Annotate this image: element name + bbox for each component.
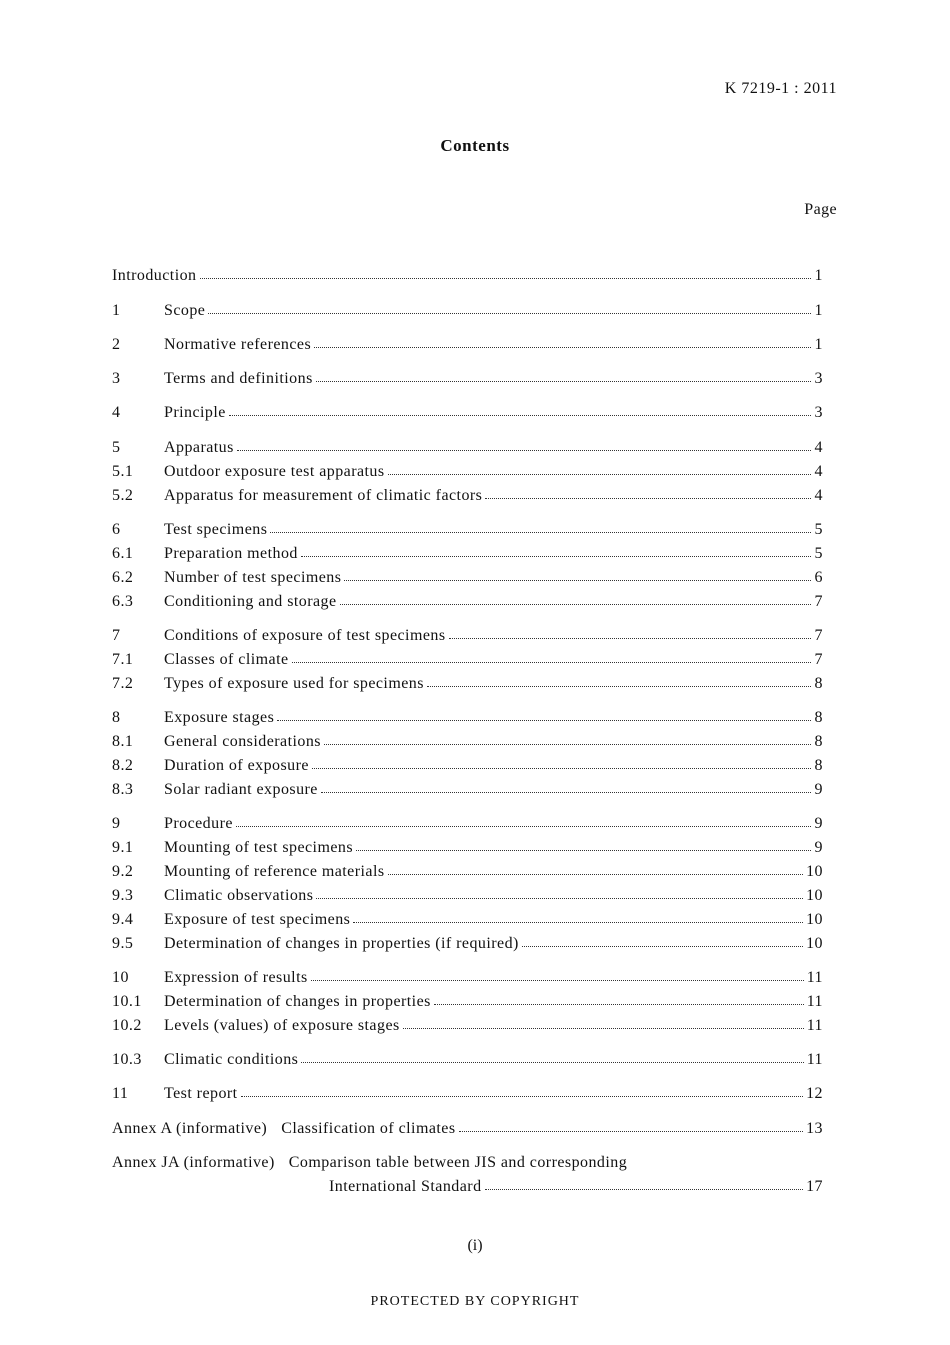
toc-entry[interactable] [112, 459, 823, 481]
leader-dots [356, 845, 811, 851]
toc-entry-label: Classes of climate [164, 651, 289, 668]
toc-entry-label: Normative references [164, 336, 312, 353]
toc-entry-number: 3 [112, 370, 121, 387]
toc-entry-page: 10 [806, 935, 823, 952]
leader-dots [388, 869, 804, 875]
toc-entry-number: 8.2 [112, 757, 134, 774]
annex-designation: Annex JA (informative) [112, 1154, 275, 1171]
toc-entry-number: 5.2 [112, 487, 134, 504]
leader-dots [427, 681, 811, 687]
toc-entry-page: 11 [806, 1017, 823, 1034]
leader-dots [270, 527, 811, 533]
toc-entry[interactable] [112, 989, 823, 1011]
toc-entry-page: 8 [814, 675, 823, 692]
leader-dots [522, 941, 803, 947]
toc-entry-page: 10 [806, 887, 823, 904]
toc-entry-label: Mounting of reference materials [164, 863, 385, 880]
leader-dots [314, 342, 811, 348]
toc-entry-annex-ja-continued[interactable] [329, 1174, 823, 1196]
toc-entry-page: 1 [814, 302, 823, 319]
leader-dots [301, 1057, 803, 1063]
toc-entry[interactable] [112, 705, 823, 727]
toc-entry-label: Classification of climates [281, 1120, 456, 1137]
toc-entry-annex-ja[interactable] [112, 1150, 823, 1172]
toc-entry-number: 8.3 [112, 781, 134, 798]
toc-entry-number: 8.1 [112, 733, 134, 750]
toc-entry-page: 9 [814, 781, 823, 798]
leader-dots [485, 493, 811, 499]
toc-entry[interactable] [112, 517, 823, 539]
toc-entry-number: 7 [112, 627, 121, 644]
toc-entry-label: Principle [164, 404, 226, 421]
toc-entry-page: 10 [806, 863, 823, 880]
leader-dots [388, 469, 811, 475]
page-number: (i) [467, 1237, 483, 1254]
leader-dots [208, 308, 811, 314]
toc-entry[interactable] [112, 400, 823, 422]
toc-entry[interactable] [112, 647, 823, 669]
toc-entry-number: 10.3 [112, 1051, 142, 1068]
toc-entry-label: Apparatus for measurement of climatic factors [164, 487, 483, 504]
copyright-notice: PROTECTED BY COPYRIGHT [370, 1294, 580, 1309]
leader-dots [434, 999, 804, 1005]
toc-entry-page: 11 [806, 1051, 823, 1068]
toc-entry-number: 7.1 [112, 651, 134, 668]
leader-dots [353, 917, 803, 923]
toc-entry[interactable] [112, 623, 823, 645]
toc-entry[interactable] [112, 777, 823, 799]
leader-dots [236, 821, 811, 827]
toc-entry-page: 3 [814, 404, 823, 421]
leader-dots [301, 551, 811, 557]
toc-entry-page: 1 [814, 336, 823, 353]
toc-entry[interactable] [112, 729, 823, 751]
toc-entry-label: Duration of exposure [164, 757, 309, 774]
toc-entry-number: 4 [112, 404, 121, 421]
toc-entry-number: 1 [112, 302, 121, 319]
toc-entry[interactable] [112, 1081, 823, 1103]
toc-entry-page: 4 [814, 439, 823, 456]
leader-dots [485, 1184, 804, 1190]
page-column-heading: Page [804, 201, 837, 218]
toc-entry-label: Exposure of test specimens [164, 911, 351, 928]
toc-entry-page: 10 [806, 911, 823, 928]
toc-entry-number: 8 [112, 709, 121, 726]
toc-entry[interactable] [112, 1047, 823, 1069]
toc-entry-number: 9.5 [112, 935, 134, 952]
toc-entry-page: 12 [806, 1085, 823, 1102]
toc-entry-number: 10.1 [112, 993, 142, 1010]
toc-entry[interactable] [112, 541, 823, 563]
toc-entry-page: 8 [814, 733, 823, 750]
toc-entry-label: Expression of results [164, 969, 308, 986]
toc-entry-number: 6.1 [112, 545, 134, 562]
toc-entry-number: 6.2 [112, 569, 134, 586]
toc-entry-label: Climatic conditions [164, 1051, 299, 1068]
toc-entry-page: 9 [814, 815, 823, 832]
toc-entry-page: 7 [814, 651, 823, 668]
toc-entry[interactable] [112, 1013, 823, 1035]
toc-entry-number: 11 [112, 1085, 129, 1102]
leader-dots [229, 410, 811, 416]
toc-entry-number: 10.2 [112, 1017, 142, 1034]
toc-entry-number: 9.2 [112, 863, 134, 880]
leader-dots [403, 1023, 804, 1029]
toc-entry[interactable] [112, 671, 823, 693]
leader-dots [449, 633, 811, 639]
toc-entry-page: 3 [814, 370, 823, 387]
toc-entry[interactable] [112, 332, 823, 354]
toc-entry-label: Conditions of exposure of test specimens [164, 627, 446, 644]
toc-entry-label: Determination of changes in properties (if required) [164, 935, 519, 952]
toc-entry[interactable] [112, 835, 823, 857]
toc-entry[interactable] [112, 298, 823, 320]
toc-entry-page: 5 [814, 521, 823, 538]
toc-entry-label: Solar radiant exposure [164, 781, 318, 798]
toc-entry[interactable] [112, 965, 823, 987]
leader-dots [312, 763, 811, 769]
toc-entry[interactable] [112, 565, 823, 587]
leader-dots [311, 975, 804, 981]
toc-entry-number: 7.2 [112, 675, 134, 692]
toc-entry-label: General considerations [164, 733, 321, 750]
toc-entry-label: Test specimens [164, 521, 268, 538]
toc-entry[interactable] [112, 366, 823, 388]
toc-entry-page: 8 [814, 709, 823, 726]
toc-entry-label: Determination of changes in properties [164, 993, 431, 1010]
document-number: K 7219-1 : 2011 [724, 80, 837, 97]
toc-entry-label: Apparatus [164, 439, 234, 456]
leader-dots [324, 739, 811, 745]
toc-entry-number: 5.1 [112, 463, 134, 480]
toc-entry-page: 4 [814, 463, 823, 480]
leader-dots [321, 787, 811, 793]
toc-entry-label: Levels (values) of exposure stages [164, 1017, 400, 1034]
toc-entry-label: Exposure stages [164, 709, 275, 726]
toc-entry-page: 9 [814, 839, 823, 856]
toc-entry-label: Introduction [112, 267, 197, 284]
leader-dots [237, 445, 811, 451]
toc-entry-annex-a[interactable] [112, 1116, 823, 1138]
page-title: Contents [440, 136, 510, 155]
toc-entry-page: 1 [814, 267, 823, 284]
toc-entry-label: Scope [164, 302, 206, 319]
toc-entry-number: 9.1 [112, 839, 134, 856]
toc-entry-page: 4 [814, 487, 823, 504]
toc-entry-label: Climatic observations [164, 887, 314, 904]
toc-entry-label-line1: Comparison table between JIS and corresponding [288, 1154, 628, 1171]
toc-entry[interactable] [112, 811, 823, 833]
toc-entry[interactable] [112, 907, 823, 929]
toc-entry-page: 7 [814, 627, 823, 644]
toc-entry-page: 7 [814, 593, 823, 610]
toc-entry-label: Outdoor exposure test apparatus [164, 463, 385, 480]
toc-entry[interactable] [112, 883, 823, 905]
toc-entry[interactable] [112, 859, 823, 881]
toc-entry-number: 9 [112, 815, 121, 832]
leader-dots [241, 1091, 804, 1097]
toc-entry-number: 6.3 [112, 593, 134, 610]
toc-entry-introduction[interactable] [112, 263, 823, 285]
leader-dots [316, 893, 803, 899]
toc-entry-label: Conditioning and storage [164, 593, 337, 610]
annex-designation: Annex A (informative) [112, 1120, 268, 1137]
toc-entry-label: Mounting of test specimens [164, 839, 354, 856]
toc-entry-number: 2 [112, 336, 121, 353]
toc-entry-number: 9.3 [112, 887, 134, 904]
toc-entry-page: 17 [806, 1178, 823, 1195]
toc-entry-label: Preparation method [164, 545, 298, 562]
leader-dots [340, 599, 811, 605]
toc-entry-number: 9.4 [112, 911, 134, 928]
toc-entry-page: 13 [806, 1120, 823, 1137]
leader-dots [200, 273, 812, 279]
toc-entry-number: 5 [112, 439, 121, 456]
toc-entry-page: 6 [814, 569, 823, 586]
toc-entry-page: 8 [814, 757, 823, 774]
leader-dots [292, 657, 811, 663]
toc-entry-label: Number of test specimens [164, 569, 342, 586]
toc-entry[interactable] [112, 435, 823, 457]
leader-dots [277, 715, 811, 721]
toc-entry[interactable] [112, 753, 823, 775]
leader-dots [344, 575, 811, 581]
toc-entry-number: 6 [112, 521, 121, 538]
toc-entry[interactable] [112, 483, 823, 505]
toc-entry-label: Test report [164, 1085, 238, 1102]
toc-entry-number: 10 [112, 969, 129, 986]
toc-entry-label: Procedure [164, 815, 233, 832]
toc-entry[interactable] [112, 931, 823, 953]
leader-dots [459, 1126, 804, 1132]
toc-entry-label-line2: International Standard [329, 1178, 482, 1195]
toc-entry-page: 5 [814, 545, 823, 562]
toc-entry-label: Terms and definitions [164, 370, 313, 387]
toc-entry-page: 11 [806, 969, 823, 986]
toc-entry-page: 11 [806, 993, 823, 1010]
leader-dots [316, 376, 811, 382]
toc-entry-label: Types of exposure used for specimens [164, 675, 424, 692]
toc-entry[interactable] [112, 589, 823, 611]
